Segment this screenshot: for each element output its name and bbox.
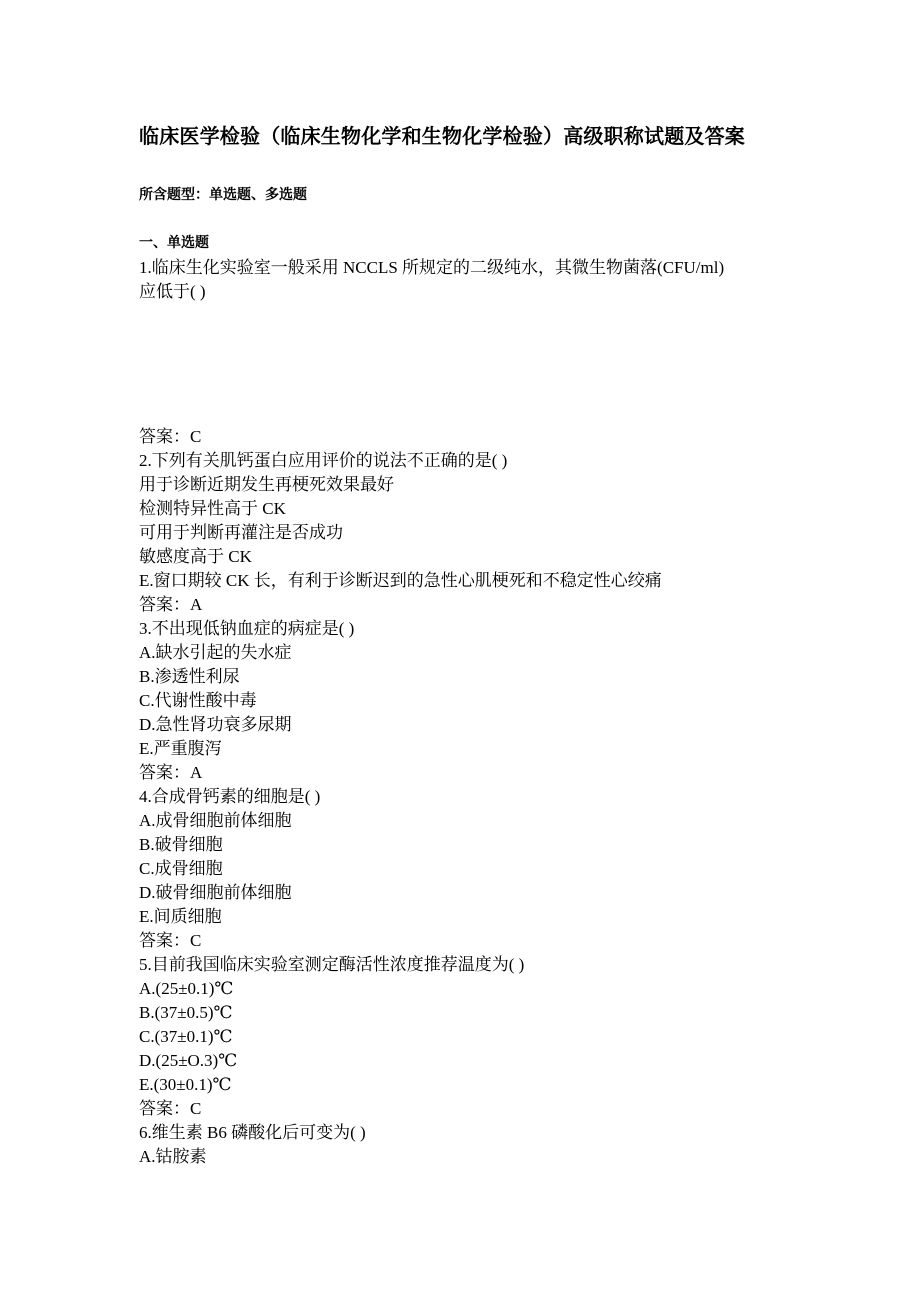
- questions-body: [139, 425, 819, 1169]
- question-stem: 4.合成骨钙素的细胞是( ): [139, 787, 321, 806]
- option-line: C.代谢性酸中毒: [139, 691, 257, 710]
- option-line: B.渗透性利尿: [139, 667, 240, 686]
- question-1: [139, 256, 799, 304]
- document-title: 临床医学检验（临床生物化学和生物化学检验）高级职称试题及答案: [139, 124, 745, 148]
- option-line: B.破骨细胞: [139, 835, 223, 854]
- section-heading: 一、单选题: [139, 235, 209, 251]
- answer-line: 答案：C: [139, 931, 202, 950]
- answer-line: 答案：C: [139, 427, 202, 446]
- option-line: D.急性肾功衰多尿期: [139, 715, 292, 734]
- option-line: E.(30±0.1)℃: [139, 1075, 232, 1094]
- option-line: A.(25±0.1)℃: [139, 979, 234, 998]
- question-stem: 1.临床生化实验室一般采用 NCCLS 所规定的二级纯水，其微生物菌落(CFU/ml): [139, 258, 725, 277]
- option-line: 用于诊断近期发生再梗死效果最好: [139, 475, 394, 494]
- option-line: E.窗口期较 CK 长，有利于诊断迟到的急性心肌梗死和不稳定性心绞痛: [139, 571, 662, 590]
- answer-line: 答案：C: [139, 1099, 202, 1118]
- option-line: E.间质细胞: [139, 907, 222, 926]
- option-line: A.缺水引起的失水症: [139, 643, 292, 662]
- option-line: E.严重腹泻: [139, 739, 222, 758]
- option-line: D.破骨细胞前体细胞: [139, 883, 292, 902]
- option-line: C.(37±0.1)℃: [139, 1027, 233, 1046]
- question-stem: 6.维生素 B6 磷酸化后可变为( ): [139, 1123, 366, 1142]
- answer-line: 答案：A: [139, 763, 203, 782]
- option-line: A.钴胺素: [139, 1147, 207, 1166]
- option-line: 敏感度高于 CK: [139, 547, 252, 566]
- option-line: A.成骨细胞前体细胞: [139, 811, 292, 830]
- option-line: 检测特异性高于 CK: [139, 499, 286, 518]
- question-types-line: 所含题型：单选题、多选题: [139, 187, 307, 203]
- question-stem: 3.不出现低钠血症的病症是( ): [139, 619, 355, 638]
- option-line: D.(25±O.3)℃: [139, 1051, 238, 1070]
- option-line: B.(37±0.5)℃: [139, 1003, 233, 1022]
- answer-line: 答案：A: [139, 595, 203, 614]
- question-stem: 5.目前我国临床实验室测定酶活性浓度推荐温度为( ): [139, 955, 525, 974]
- question-stem: 2.下列有关肌钙蛋白应用评价的说法不正确的是( ): [139, 451, 508, 470]
- option-line: C.成骨细胞: [139, 859, 223, 878]
- question-stem-continued: 应低于( ): [139, 282, 206, 301]
- option-line: 可用于判断再灌注是否成功: [139, 523, 343, 542]
